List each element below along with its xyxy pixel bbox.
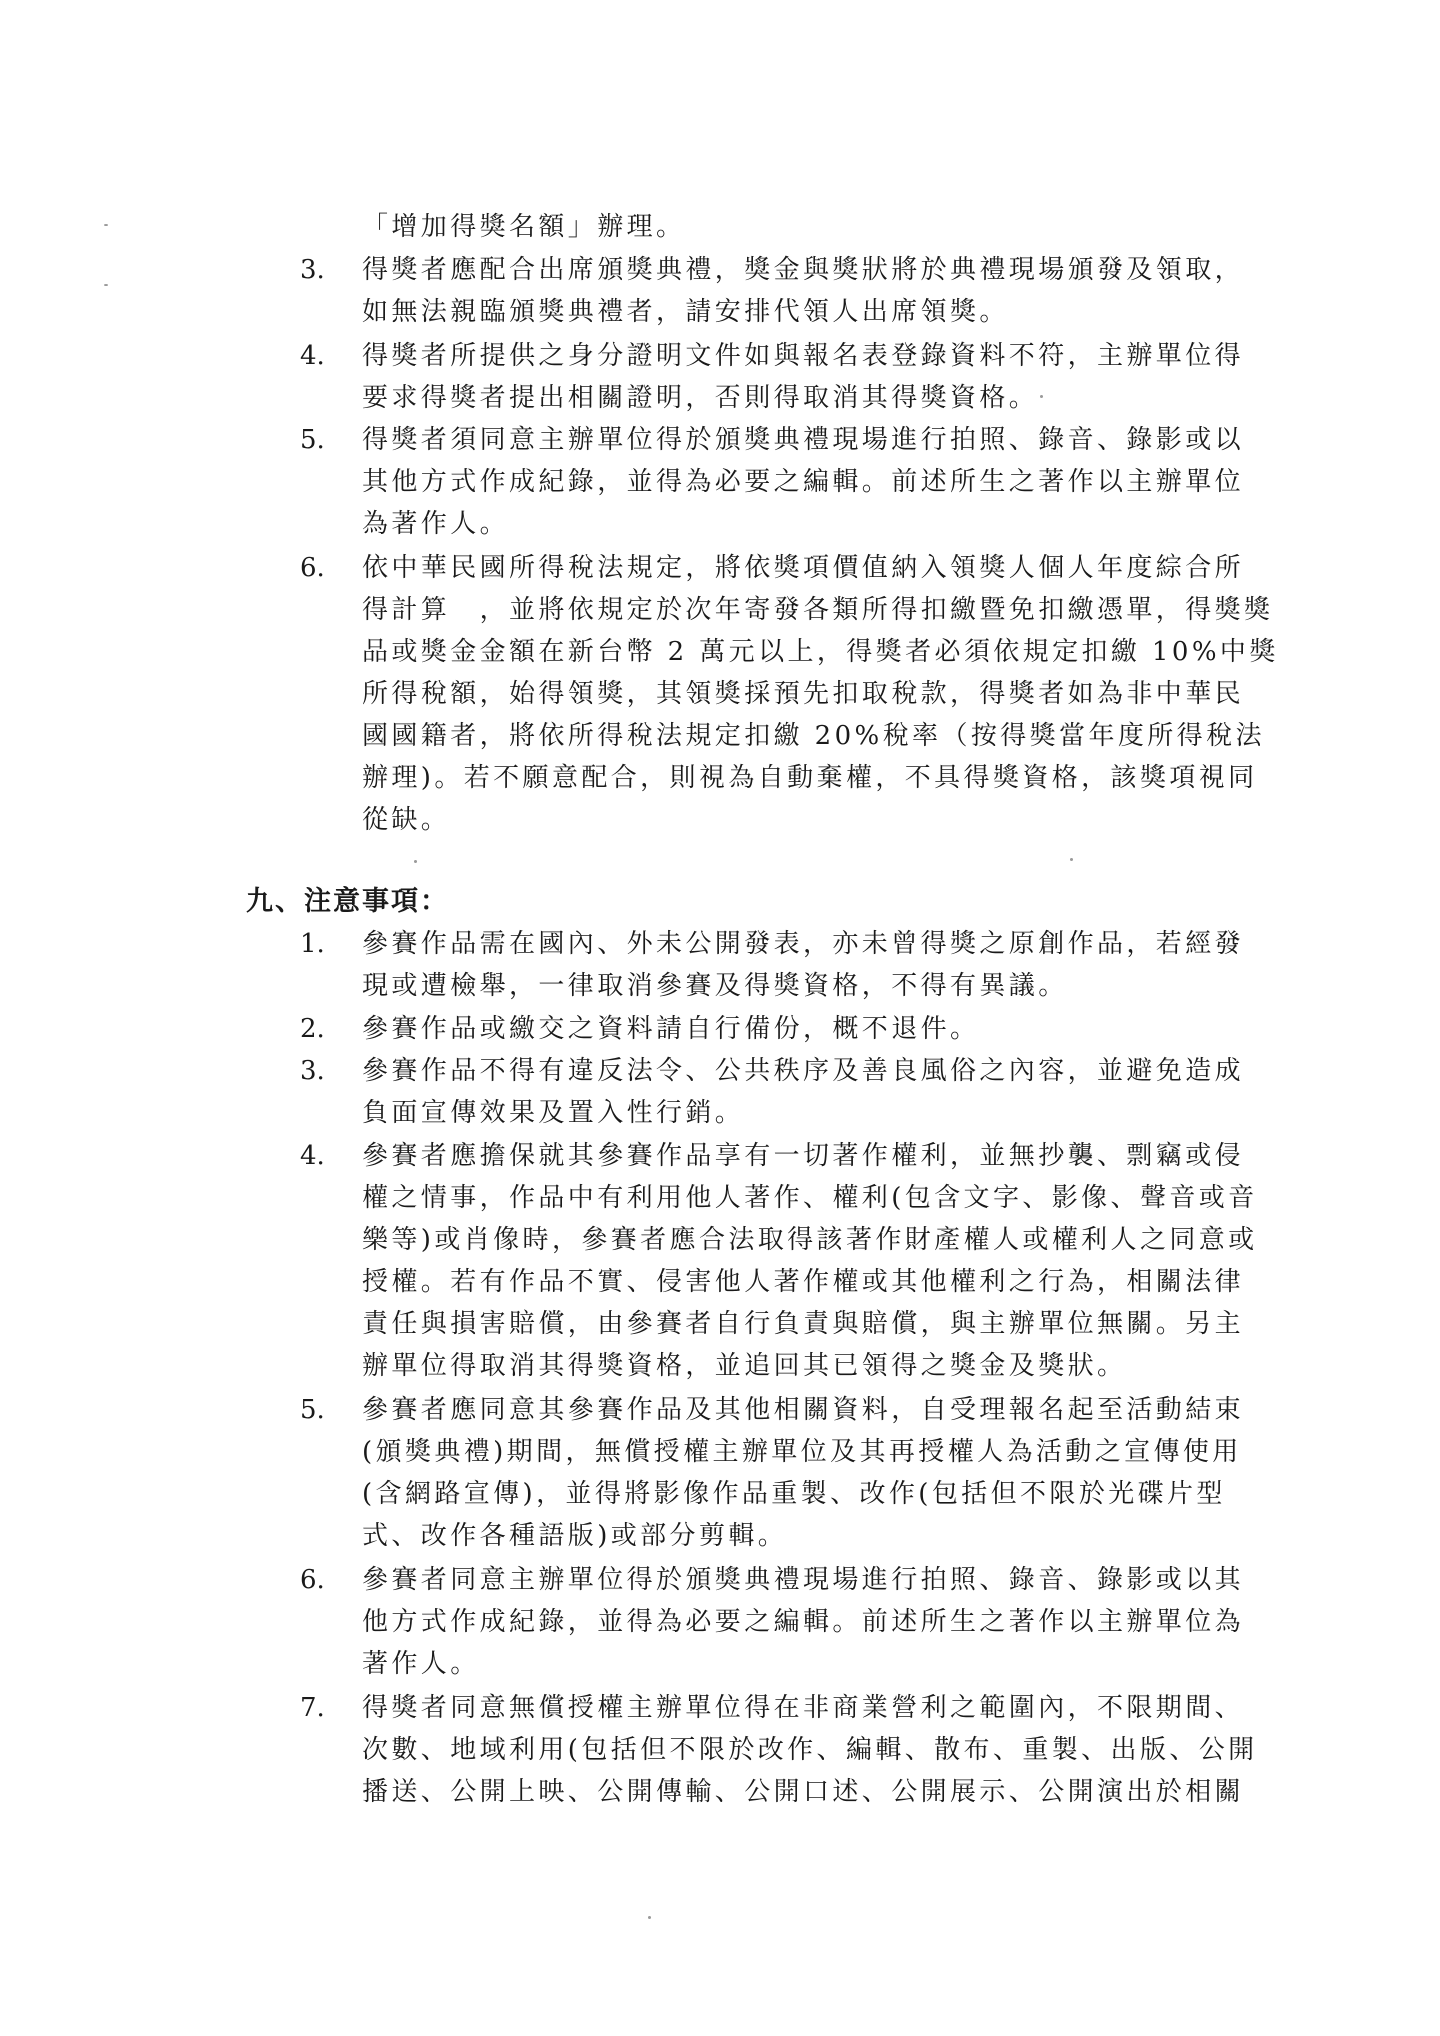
item-number: 3. [300, 1056, 325, 1086]
scan-speck [1040, 395, 1043, 398]
item-line: 現或遭檢舉，一律取消參賽及得獎資格，不得有異議。 [362, 971, 1068, 1001]
item-line: 授權。若有作品不實、侵害他人著作權或其他權利之行為，相關法律 [362, 1267, 1245, 1297]
item-line: 負面宣傳效果及置入性行銷。 [362, 1098, 745, 1128]
item-line: 所得稅額，始得領獎，其領獎採預先扣取稅款，得獎者如為非中華民 [362, 679, 1245, 709]
item-line: 其他方式作成紀錄，並得為必要之編輯。前述所生之著作以主辦單位 [362, 467, 1245, 497]
item-number: 1. [300, 929, 325, 959]
item-line: 得獎者所提供之身分證明文件如與報名表登錄資料不符，主辦單位得 [362, 341, 1245, 371]
item-line: 式、改作各種語版)或部分剪輯。 [362, 1521, 788, 1551]
item-number: 5. [300, 425, 325, 455]
item-number: 7. [300, 1693, 325, 1723]
scan-speck [104, 224, 108, 226]
item-line: 參賽作品或繳交之資料請自行備份，概不退件。 [362, 1014, 980, 1044]
item-line: (含網路宣傳)，並得將影像作品重製、改作(包括但不限於光碟片型 [362, 1479, 1226, 1509]
item-line: 為著作人。 [362, 509, 510, 539]
item-line: 得獎者應配合出席頒獎典禮，獎金與獎狀將於典禮現場頒發及領取， [362, 255, 1245, 285]
item-number: 3. [300, 255, 325, 285]
item-line: (頒獎典禮)期間，無償授權主辦單位及其再授權人為活動之宣傳使用 [362, 1437, 1242, 1467]
item-line: 辦單位得取消其得獎資格，並追回其已領得之獎金及獎狀。 [362, 1351, 1127, 1381]
scan-speck [648, 1916, 651, 1919]
item-number: 6. [300, 553, 325, 583]
scan-speck [104, 284, 108, 286]
scan-speck [1070, 858, 1073, 861]
item-number: 4. [300, 341, 325, 371]
item-line: 著作人。 [362, 1649, 480, 1679]
item-line: 次數、地域利用(包括但不限於改作、編輯、散布、重製、出版、公開 [362, 1735, 1258, 1765]
item-line: 得獎者同意無償授權主辦單位得在非商業營利之範圍內，不限期間、 [362, 1693, 1245, 1723]
item-line: 依中華民國所得稅法規定，將依獎項價值納入領獎人個人年度綜合所 [362, 553, 1245, 583]
item-line: 參賽者應擔保就其參賽作品享有一切著作權利，並無抄襲、剽竊或侵 [362, 1141, 1245, 1171]
item-line: 得獎者須同意主辦單位得於頒獎典禮現場進行拍照、錄音、錄影或以 [362, 425, 1245, 455]
item-number: 6. [300, 1565, 325, 1595]
item-line: 參賽者同意主辦單位得於頒獎典禮現場進行拍照、錄音、錄影或以其 [362, 1565, 1245, 1595]
item-number: 4. [300, 1141, 325, 1171]
item-line: 辦理)。若不願意配合，則視為自動棄權，不具得獎資格，該獎項視同 [362, 763, 1258, 793]
item-line: 要求得獎者提出相關證明，否則得取消其得獎資格。 [362, 383, 1039, 413]
item-number: 5. [300, 1395, 325, 1425]
item-line: 參賽作品不得有違反法令、公共秩序及善良風俗之內容，並避免造成 [362, 1056, 1245, 1086]
item-line: 品或獎金金額在新台幣 2 萬元以上，得獎者必須依規定扣繳 10%中獎 [362, 637, 1279, 667]
item-line: 他方式作成紀錄，並得為必要之編輯。前述所生之著作以主辦單位為 [362, 1607, 1245, 1637]
item-line: 參賽作品需在國內、外未公開發表，亦未曾得獎之原創作品，若經發 [362, 929, 1245, 959]
item-line: 如無法親臨頒獎典禮者，請安排代領人出席領獎。 [362, 297, 1009, 327]
item-line: 參賽者應同意其參賽作品及其他相關資料，自受理報名起至活動結束 [362, 1395, 1245, 1425]
item-line: 責任與損害賠償，由參賽者自行負責與賠償，與主辦單位無關。另主 [362, 1309, 1245, 1339]
item-line: 播送、公開上映、公開傳輸、公開口述、公開展示、公開演出於相關 [362, 1777, 1245, 1807]
item-line: 權之情事，作品中有利用他人著作、權利(包含文字、影像、聲音或音 [362, 1183, 1258, 1213]
scan-speck [414, 860, 417, 863]
item-line: 得計算 ，並將依規定於次年寄發各類所得扣繳暨免扣繳憑單，得獎獎 [362, 595, 1274, 625]
section8-leading-line: 「增加得獎名額」辦理。 [362, 212, 686, 242]
item-line: 樂等)或肖像時，參賽者應合法取得該著作財產權人或權利人之同意或 [362, 1225, 1258, 1255]
item-line: 從缺。 [362, 805, 451, 835]
item-number: 2. [300, 1014, 325, 1044]
section9-heading: 九、注意事項： [246, 886, 449, 917]
item-line: 國國籍者，將依所得稅法規定扣繳 20%稅率（按得獎當年度所得稅法 [362, 721, 1265, 751]
